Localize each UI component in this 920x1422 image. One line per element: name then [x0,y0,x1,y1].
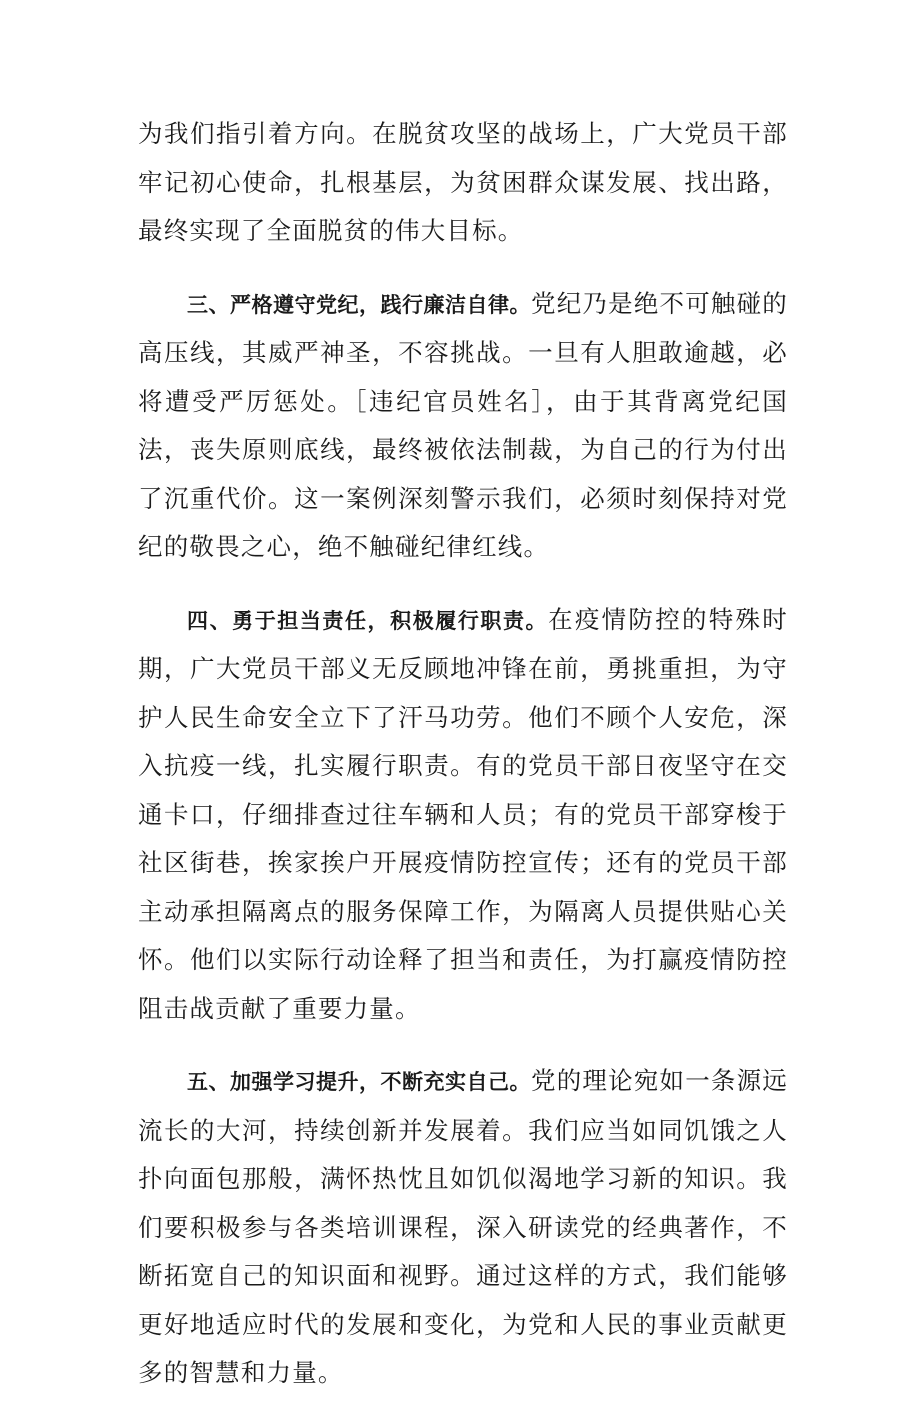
paragraph-responsibility [138,596,788,1034]
paragraph-heading: 五、加强学习提升，不断充实自己。 [187,1070,531,1094]
paragraph-text: 党纪乃是绝不可触碰的高压线，其威严神圣，不容挑战。一旦有人胆敢逾越，必将遭受严厉惩处。［违纪官员姓名］，由于其背离党纪国法，丧失原则底线，最终被依法制裁，为自己的行为付出了沉重代价。这一案例深刻警示我们，必须时刻保持对党纪的敬畏之心，绝不触碰纪律红线。 [138,288,788,561]
paragraph-heading: 三、严格遵守党纪，践行廉洁自律。 [187,292,531,317]
paragraph-heading: 四、勇于担当责任，积极履行职责。 [187,608,549,633]
paragraph-text: 在疫情防控的特殊时期，广大党员干部义无反顾地冲锋在前，勇挑重担，为守护人民生命安全立下了汗马功劳。他们不顾个人安危，深入抗疫一线，扎实履行职责。有的党员干部日夜坚守在交通卡口，仔细排查过往车辆和人员；有的党员干部穿梭于社区街巷，挨家挨户开展疫情防控宣传；还有的党员干部主动承担隔离点的服务保障工作，为隔离人员提供贴心关怀。他们以实际行动诠释了担当和责任，为打赢疫情防控阻击战贡献了重要力量。 [138,604,788,1023]
paragraph-text: 党的理论宛如一条源远流长的大河，持续创新并发展着。我们应当如同饥饿之人扑向面包那般，满怀热忱且如饥似渴地学习新的知识。我们要积极参与各类培训课程，深入研读党的经典著作，不断拓宽自己的知识面和视野。通过这样的方式，我们能够更好地适应时代的发展和变化，为党和人民的事业贡献更多的智慧和力量。 [138,1066,788,1387]
document-page [138,110,788,1422]
paragraph-learning [138,1057,788,1398]
paragraph-continuation [138,110,788,256]
paragraph-party-discipline [138,280,788,572]
paragraph-text: 为我们指引着方向。在脱贫攻坚的战场上，广大党员干部牢记初心使命，扎根基层，为贫困群众谋发展、找出路，最终实现了全面脱贫的伟大目标。 [138,119,788,245]
